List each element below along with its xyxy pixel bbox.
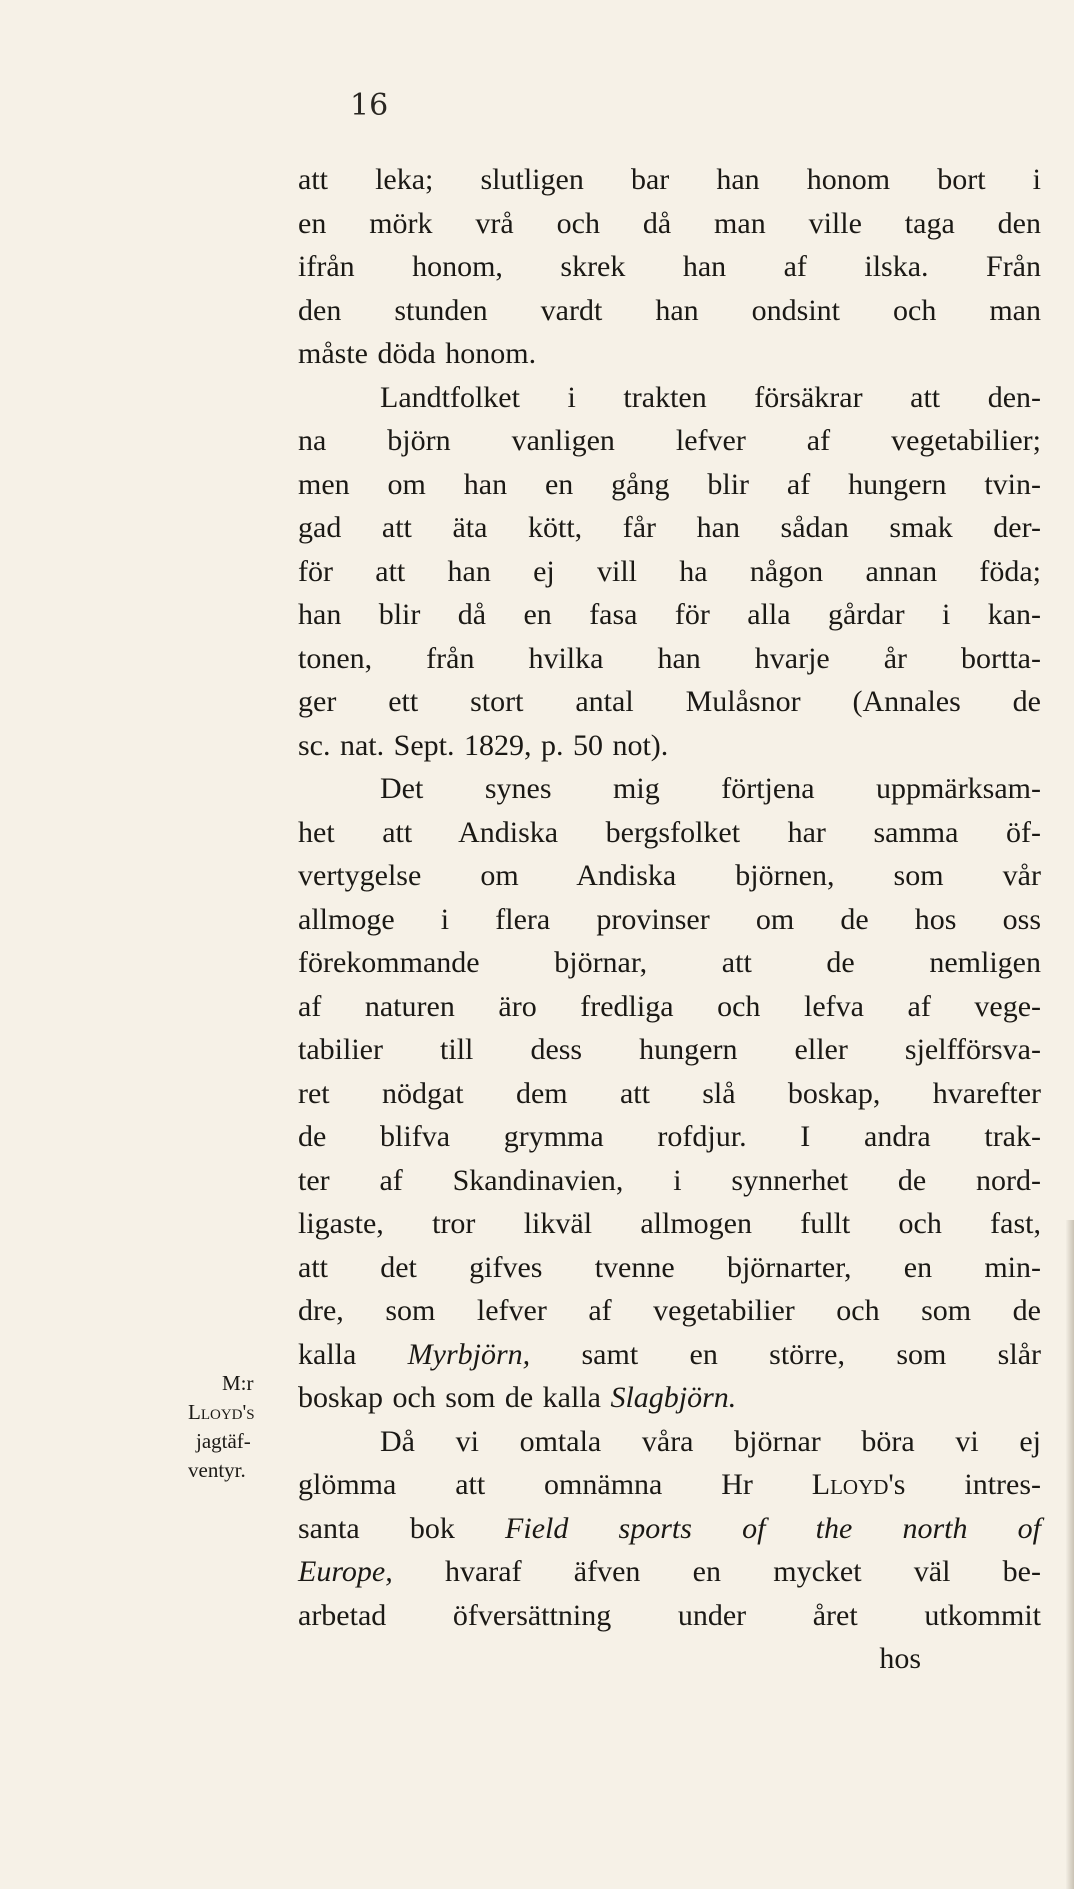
text-line: na björn vanligen lefver af vegetabilier; xyxy=(298,424,1041,457)
text-line xyxy=(298,1463,1041,1507)
text-line xyxy=(298,1333,1041,1377)
text-line: men om han en gång blir af hungern tvin- xyxy=(298,467,1041,501)
text-line: gad att äta kött, får han sådan smak der- xyxy=(298,511,1041,544)
text-line: ligaste, tror likväl allmogen fullt och fast, xyxy=(298,1207,1041,1240)
text-line: ret nödgat dem att slå boskap, hvarefter xyxy=(298,1076,1041,1110)
text-line xyxy=(298,1550,1041,1594)
italic-term: Myrbjörn, xyxy=(407,1337,531,1371)
text-line: af naturen äro fredliga och lefva af vege- xyxy=(298,989,1041,1023)
text-line: het att Andiska bergsfolket har samma öf- xyxy=(298,815,1041,849)
text-line: förekommande björnar, att de nemligen xyxy=(298,946,1041,979)
text-line: måste döda honom. xyxy=(298,337,537,370)
text-line: de blifva grymma rofdjur. I andra trak- xyxy=(298,1120,1041,1153)
text-segment: kalla xyxy=(298,1337,408,1371)
text-line: Då vi omtala våra björnar böra vi ej xyxy=(380,1424,1041,1458)
text-line: sc. nat. Sept. 1829, p. 50 not). xyxy=(298,728,669,762)
text-line: att leka; slutligen bar han honom bort i xyxy=(298,163,1041,196)
text-line: ger ett stort antal Mulåsnor (Annales de xyxy=(298,685,1041,718)
small-caps-name: Lloyd xyxy=(811,1468,889,1501)
catchword: hos xyxy=(879,1642,921,1675)
body-text xyxy=(298,158,1041,1681)
text-line: vertygelse om Andiska björnen, som vår xyxy=(298,859,1041,892)
text-line: tonen, från hvilka han hvarje år bortta- xyxy=(298,641,1041,675)
text-line: dre, som lefver af vegetabilier och som de xyxy=(298,1294,1041,1327)
italic-title: Europe, xyxy=(298,1555,393,1588)
text-line: en mörk vrå och då man ville taga den xyxy=(298,206,1041,240)
text-line: för att han ej vill ha någon annan föda; xyxy=(298,554,1041,588)
text-line: Det synes mig förtjena uppmärksam- xyxy=(380,772,1041,805)
italic-term: Slagbjörn. xyxy=(610,1381,737,1414)
text-line: att det gifves tvenne björnarter, en min- xyxy=(298,1250,1041,1284)
text-line: tabilier till dess hungern eller sjelfförsva- xyxy=(298,1033,1041,1066)
page-edge-shadow xyxy=(1066,1220,1074,1889)
text-line xyxy=(298,1376,1041,1420)
margin-note-line: ventyr. xyxy=(188,1458,246,1482)
text-line: Landtfolket i trakten försäkrar att den- xyxy=(380,380,1041,414)
text-segment: hvaraf äfven en mycket väl be- xyxy=(392,1555,1041,1588)
margin-note-line: M:r xyxy=(222,1371,254,1395)
text-line: ter af Skandinavien, i synnerhet de nord- xyxy=(298,1163,1041,1197)
text-segment: samt en större, som slår xyxy=(530,1337,1041,1371)
text-line: han blir då en fasa för alla gårdar i kan- xyxy=(298,598,1041,631)
margin-note xyxy=(188,1369,294,1485)
margin-note-line: Lloyd's xyxy=(188,1400,255,1424)
text-line: allmoge i flera provinser om de hos oss xyxy=(298,902,1041,936)
text-segment: 's intres- xyxy=(888,1468,1041,1501)
italic-title: Field sports of the north of xyxy=(505,1511,1042,1545)
text-line: den stunden vardt han ondsint och man xyxy=(298,293,1041,327)
text-segment: santa bok xyxy=(298,1511,506,1545)
text-line xyxy=(298,1507,1041,1551)
page-number: 16 xyxy=(350,88,389,123)
text-line: ifrån honom, skrek han af ilska. Från xyxy=(298,250,1041,283)
text-segment: glömma att omnämna Hr xyxy=(298,1468,812,1501)
margin-note-line: jagtäf- xyxy=(196,1429,251,1453)
text-line: arbetad öfversättning under året utkommit xyxy=(298,1598,1041,1632)
text-segment: boskap och som de kalla xyxy=(298,1381,611,1414)
